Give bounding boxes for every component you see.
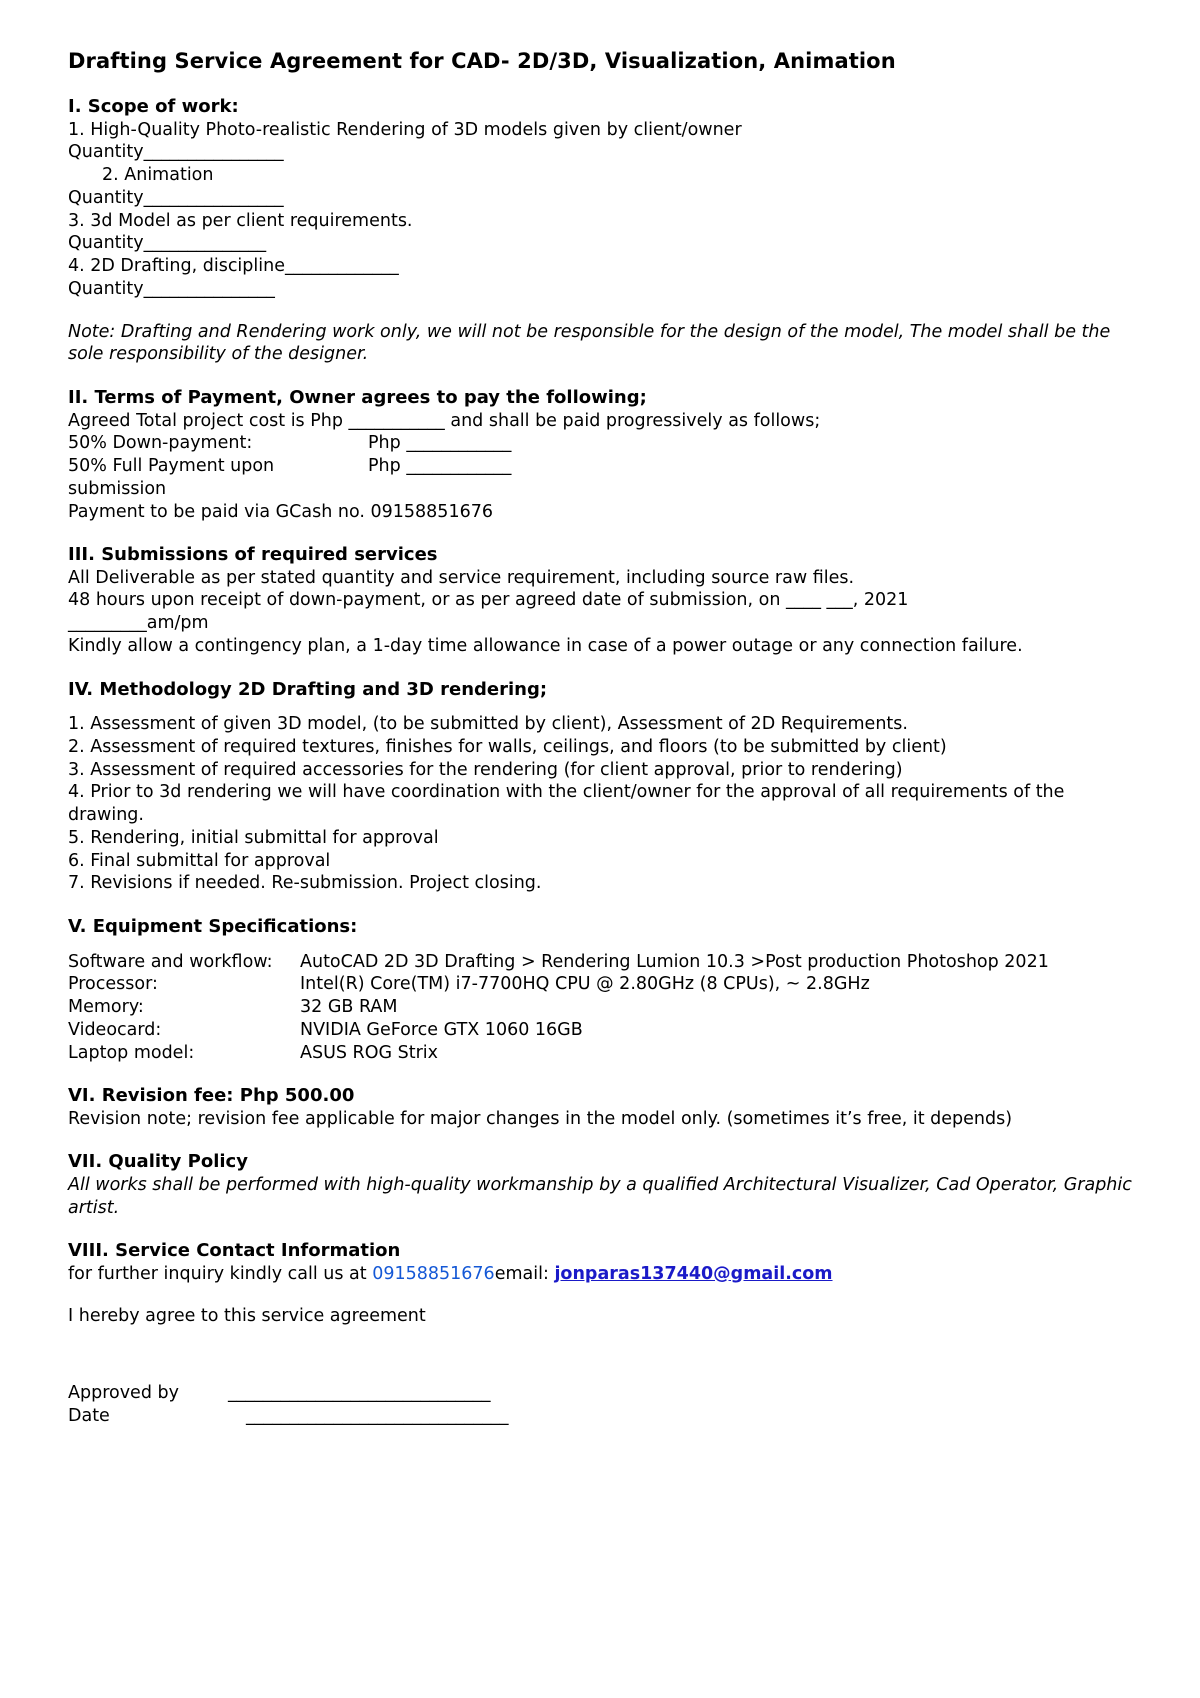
contact-line	[68, 1263, 1136, 1286]
table-row	[68, 973, 1049, 996]
payment-full-value: Php ____________	[368, 456, 512, 477]
page-title: Drafting Service Agreement for CAD- 2D/3D, Visualization, Animation	[68, 49, 896, 73]
equipment-row-label: Laptop model:	[68, 1042, 195, 1063]
agreement-statement: I hereby agree to this service agreement	[68, 1306, 426, 1327]
document-body	[68, 48, 1136, 1428]
contact-phone: 09158851676	[372, 1263, 495, 1284]
equipment-row-value: 32 GB RAM	[300, 997, 398, 1017]
payment-downpayment-value: Php ____________	[368, 433, 512, 454]
scope-item-4: 4. 2D Drafting, discipline_____________	[68, 256, 399, 277]
section-heading-payment: II. Terms of Payment, Owner agrees to pay the following;	[68, 387, 647, 409]
signature-block	[68, 1382, 509, 1428]
scope-item-3: 3. 3d Model as per client requirements.	[68, 210, 413, 231]
equipment-row-label: Processor:	[68, 974, 158, 995]
scope-note: Note: Drafting and Rendering work only, we will not be responsible for the design of the model, The model shall be the sole responsibility of the designer.	[68, 321, 1111, 365]
scope-item-2: 2. Animation	[102, 165, 214, 186]
section-heading-quality: VII. Quality Policy	[68, 1151, 248, 1173]
methodology-item: 7. Revisions if needed. Re-submission. Project closing.	[68, 873, 542, 894]
section-heading-contact: VIII. Service Contact Information	[68, 1240, 401, 1262]
table-row	[68, 432, 511, 455]
scope-quantity-4: Quantity_______________	[68, 278, 275, 299]
submissions-deliverable: All Deliverable as per stated quantity and service requirement, including source raw files.	[68, 567, 855, 588]
payment-full-label: 50% Full Payment upon submission	[68, 456, 275, 499]
section-heading-methodology: IV. Methodology 2D Drafting and 3D rendering;	[68, 678, 548, 700]
equipment-software-label: Software and workflow:	[68, 951, 273, 972]
table-row	[68, 1382, 509, 1405]
date-label: Date	[68, 1405, 110, 1426]
scope-item-1: 1. High-Quality Photo-realistic Rendering of 3D models given by client/owner	[68, 119, 742, 140]
equipment-row-label: Memory:	[68, 997, 144, 1017]
scope-quantity-3: Quantity______________	[68, 233, 267, 254]
payment-downpayment-label: 50% Down-payment:	[68, 433, 253, 454]
approved-by-line[interactable]: ______________________________	[228, 1383, 491, 1404]
equipment-software-value: AutoCAD 2D 3D Drafting > Rendering Lumion 10.3 >Post production Photoshop 2021	[300, 951, 1049, 972]
contact-email-label: email:	[494, 1263, 555, 1284]
table-row	[68, 1019, 1049, 1042]
methodology-item: 5. Rendering, initial submittal for approval	[68, 827, 439, 848]
revision-note: Revision note; revision fee applicable for major changes in the model only. (sometimes it’s free, it depends)	[68, 1108, 1013, 1129]
methodology-item: 6. Final submittal for approval	[68, 850, 331, 871]
section-heading-equipment: V. Equipment Specifications:	[68, 916, 358, 938]
table-row	[68, 951, 1049, 974]
methodology-item: 4. Prior to 3d rendering we will have coordination with the client/owner for the approval of all requirements of the drawing.	[68, 782, 1065, 826]
payment-total-cost: Agreed Total project cost is Php ___________ and shall be paid progressively as follows;	[68, 410, 821, 431]
submissions-timeline: 48 hours upon receipt of down-payment, or as per agreed date of submission, on ____ ___, 2021	[68, 590, 909, 611]
equipment-row-value: ASUS ROG Strix	[300, 1042, 439, 1063]
table-row	[68, 455, 511, 501]
equipment-row-value: Intel(R) Core(TM) i7-7700HQ CPU @ 2.80GHz (8 CPUs), ~ 2.8GHz	[300, 974, 870, 995]
section-heading-submissions: III. Submissions of required services	[68, 544, 438, 566]
equipment-table	[68, 951, 1049, 1065]
table-row	[68, 1405, 509, 1428]
table-row	[68, 996, 1049, 1019]
contact-prefix: for further inquiry kindly call us at	[68, 1263, 373, 1284]
section-heading-scope: I. Scope of work:	[68, 96, 239, 118]
date-line[interactable]: ______________________________	[246, 1405, 509, 1426]
section-heading-revision: VI. Revision fee: Php 500.00	[68, 1085, 355, 1107]
scope-quantity-2: Quantity________________	[68, 187, 284, 208]
methodology-item: 2. Assessment of required textures, finishes for walls, ceilings, and floors (to be submitted by client)	[68, 736, 947, 757]
payment-schedule-table	[68, 432, 511, 500]
submissions-time-blank: _________am/pm	[68, 613, 209, 634]
scope-quantity-1: Quantity________________	[68, 142, 284, 163]
contact-email-link[interactable]: jonparas137440@gmail.com	[554, 1263, 833, 1284]
payment-gcash-line: Payment to be paid via GCash no. 09158851676	[68, 501, 493, 522]
approved-by-label: Approved by	[68, 1383, 179, 1404]
table-row	[68, 1042, 1049, 1065]
methodology-item: 3. Assessment of required accessories for the rendering (for client approval, prior to rendering)	[68, 759, 903, 780]
quality-note: All works shall be performed with high-quality workmanship by a qualified Architectural Visualizer, Cad Operator, Graphic artist.	[68, 1174, 1132, 1218]
submissions-contingency: Kindly allow a contingency plan, a 1-day time allowance in case of a power outage or any connection failure.	[68, 635, 1023, 656]
methodology-item: 1. Assessment of given 3D model, (to be submitted by client), Assessment of 2D Requirements.	[68, 714, 908, 735]
equipment-row-value: NVIDIA GeForce GTX 1060 16GB	[300, 1019, 583, 1040]
equipment-row-label: Videocard:	[68, 1019, 162, 1040]
